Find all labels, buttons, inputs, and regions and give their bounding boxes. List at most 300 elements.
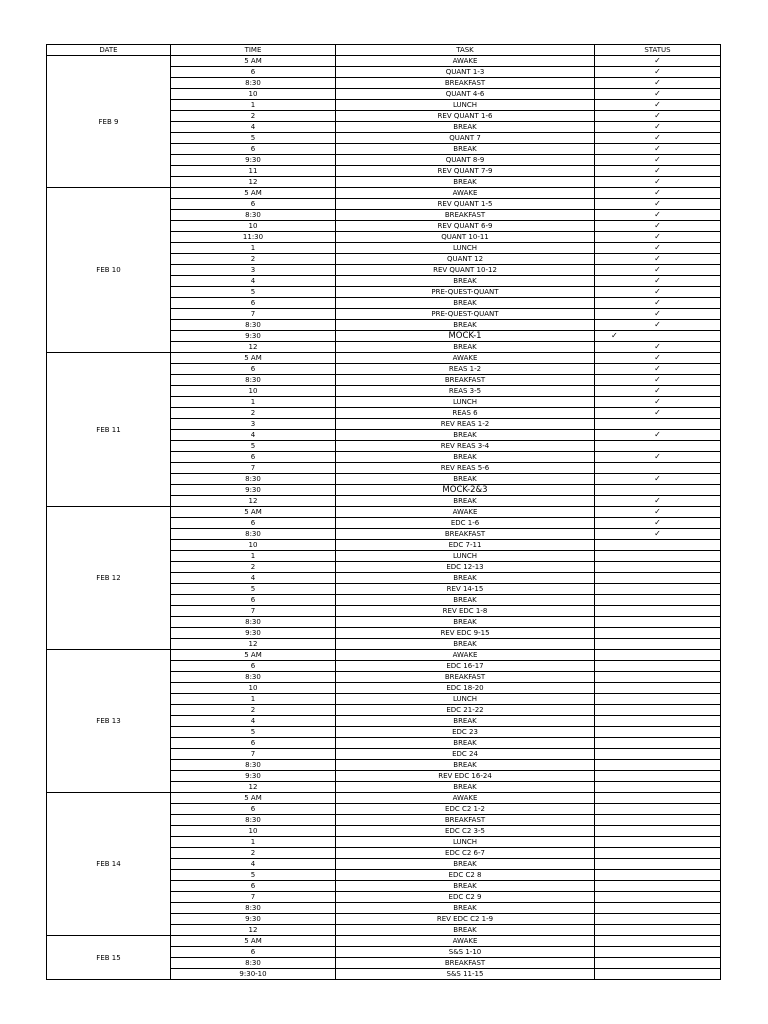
status-cell	[595, 617, 721, 628]
checkmark-icon: ✓	[654, 408, 661, 417]
status-cell	[595, 67, 721, 78]
task-cell: BREAK	[336, 925, 595, 936]
task-cell: REV QUANT 7-9	[336, 166, 595, 177]
task-cell: EDC 21-22	[336, 705, 595, 716]
time-cell: 5 AM	[171, 353, 336, 364]
status-cell	[595, 265, 721, 276]
task-cell: LUNCH	[336, 397, 595, 408]
status-cell	[595, 309, 721, 320]
time-cell: 9:30	[171, 485, 336, 496]
status-cell	[595, 881, 721, 892]
status-cell	[595, 243, 721, 254]
time-cell: 6	[171, 661, 336, 672]
status-cell	[595, 397, 721, 408]
time-cell: 8:30	[171, 529, 336, 540]
task-cell: BREAK	[336, 573, 595, 584]
time-cell: 8:30	[171, 320, 336, 331]
time-cell: 9:30	[171, 331, 336, 342]
time-cell: 3	[171, 419, 336, 430]
status-cell	[595, 749, 721, 760]
status-cell	[595, 804, 721, 815]
time-cell: 10	[171, 386, 336, 397]
task-cell: EDC C2 9	[336, 892, 595, 903]
checkmark-icon: ✓	[654, 199, 661, 208]
time-cell: 8:30	[171, 958, 336, 969]
time-cell: 12	[171, 782, 336, 793]
checkmark-icon: ✓	[654, 496, 661, 505]
status-cell	[595, 474, 721, 485]
task-cell: QUANT 8-9	[336, 155, 595, 166]
time-cell: 6	[171, 199, 336, 210]
task-cell: BREAKFAST	[336, 375, 595, 386]
status-cell	[595, 56, 721, 67]
status-cell	[595, 716, 721, 727]
task-cell: QUANT 4-6	[336, 89, 595, 100]
task-cell: REV EDC 9-15	[336, 628, 595, 639]
time-cell: 5	[171, 870, 336, 881]
checkmark-icon: ✓	[611, 331, 618, 340]
status-cell	[595, 232, 721, 243]
time-cell: 8:30	[171, 815, 336, 826]
status-cell	[595, 903, 721, 914]
time-cell: 7	[171, 749, 336, 760]
status-cell	[595, 573, 721, 584]
time-cell: 5	[171, 133, 336, 144]
task-cell: BREAK	[336, 342, 595, 353]
task-cell: REV QUANT 1-5	[336, 199, 595, 210]
task-cell: BREAK	[336, 122, 595, 133]
task-cell: AWAKE	[336, 936, 595, 947]
date-cell: FEB 15	[47, 936, 171, 980]
time-cell: 5 AM	[171, 793, 336, 804]
status-cell	[595, 375, 721, 386]
task-cell: REV REAS 3-4	[336, 441, 595, 452]
status-cell	[595, 815, 721, 826]
task-cell: BREAK	[336, 716, 595, 727]
checkmark-icon: ✓	[654, 276, 661, 285]
time-cell: 10	[171, 540, 336, 551]
task-cell: AWAKE	[336, 793, 595, 804]
time-cell: 12	[171, 925, 336, 936]
status-cell	[595, 584, 721, 595]
time-cell: 4	[171, 430, 336, 441]
status-column-header: STATUS	[595, 45, 721, 56]
checkmark-icon: ✓	[654, 430, 661, 439]
time-cell: 8:30	[171, 617, 336, 628]
task-cell: REV QUANT 1-6	[336, 111, 595, 122]
checkmark-icon: ✓	[654, 78, 661, 87]
status-cell	[595, 463, 721, 474]
time-cell: 4	[171, 276, 336, 287]
checkmark-icon: ✓	[654, 221, 661, 230]
checkmark-icon: ✓	[654, 122, 661, 131]
status-cell	[595, 452, 721, 463]
time-cell: 5	[171, 287, 336, 298]
checkmark-icon: ✓	[654, 56, 661, 65]
status-cell	[595, 386, 721, 397]
status-cell	[595, 155, 721, 166]
time-cell: 7	[171, 463, 336, 474]
status-cell	[595, 342, 721, 353]
status-cell	[595, 936, 721, 947]
date-cell: FEB 13	[47, 650, 171, 793]
status-cell	[595, 782, 721, 793]
table-row	[47, 936, 721, 947]
task-cell: AWAKE	[336, 56, 595, 67]
status-cell	[595, 419, 721, 430]
task-cell: BREAKFAST	[336, 815, 595, 826]
status-cell	[595, 122, 721, 133]
task-cell: QUANT 12	[336, 254, 595, 265]
status-cell	[595, 529, 721, 540]
checkmark-icon: ✓	[654, 67, 661, 76]
task-cell: BREAK	[336, 474, 595, 485]
task-cell: EDC 16-17	[336, 661, 595, 672]
status-cell	[595, 694, 721, 705]
task-cell: BREAKFAST	[336, 78, 595, 89]
time-cell: 2	[171, 254, 336, 265]
checkmark-icon: ✓	[654, 529, 661, 538]
time-cell: 2	[171, 408, 336, 419]
time-cell: 3	[171, 265, 336, 276]
task-cell: LUNCH	[336, 551, 595, 562]
time-cell: 12	[171, 342, 336, 353]
time-cell: 9:30-10	[171, 969, 336, 980]
status-cell	[595, 958, 721, 969]
status-cell	[595, 793, 721, 804]
task-column-header: TASK	[336, 45, 595, 56]
time-cell: 6	[171, 67, 336, 78]
task-cell: QUANT 1-3	[336, 67, 595, 78]
status-cell	[595, 969, 721, 980]
date-cell: FEB 11	[47, 353, 171, 507]
task-cell: REV EDC 1-8	[336, 606, 595, 617]
task-cell: AWAKE	[336, 507, 595, 518]
checkmark-icon: ✓	[654, 474, 661, 483]
task-cell: BREAKFAST	[336, 672, 595, 683]
status-cell	[595, 914, 721, 925]
task-cell: REV 14-15	[336, 584, 595, 595]
time-cell: 5	[171, 584, 336, 595]
table-row	[47, 188, 721, 199]
status-cell	[595, 551, 721, 562]
status-cell	[595, 78, 721, 89]
time-cell: 6	[171, 298, 336, 309]
checkmark-icon: ✓	[654, 188, 661, 197]
time-cell: 5 AM	[171, 188, 336, 199]
time-cell: 8:30	[171, 210, 336, 221]
task-cell: BREAK	[336, 617, 595, 628]
time-cell: 6	[171, 738, 336, 749]
task-cell: REAS 1-2	[336, 364, 595, 375]
time-cell: 5 AM	[171, 650, 336, 661]
task-cell: BREAK	[336, 859, 595, 870]
status-cell	[595, 947, 721, 958]
time-cell: 10	[171, 683, 336, 694]
status-cell	[595, 144, 721, 155]
checkmark-icon: ✓	[654, 166, 661, 175]
task-cell: QUANT 10-11	[336, 232, 595, 243]
checkmark-icon: ✓	[654, 320, 661, 329]
task-cell: EDC 23	[336, 727, 595, 738]
status-cell	[595, 639, 721, 650]
status-cell	[595, 111, 721, 122]
task-cell: AWAKE	[336, 353, 595, 364]
task-cell: EDC 24	[336, 749, 595, 760]
time-cell: 12	[171, 177, 336, 188]
time-cell: 4	[171, 716, 336, 727]
time-cell: 8:30	[171, 760, 336, 771]
time-cell: 6	[171, 595, 336, 606]
checkmark-icon: ✓	[654, 287, 661, 296]
checkmark-icon: ✓	[654, 243, 661, 252]
status-cell	[595, 199, 721, 210]
task-cell: QUANT 7	[336, 133, 595, 144]
task-cell: LUNCH	[336, 694, 595, 705]
checkmark-icon: ✓	[654, 298, 661, 307]
status-cell	[595, 485, 721, 496]
task-cell: REV QUANT 6-9	[336, 221, 595, 232]
status-cell	[595, 650, 721, 661]
task-cell: REV EDC C2 1-9	[336, 914, 595, 925]
time-cell: 9:30	[171, 771, 336, 782]
time-cell: 7	[171, 606, 336, 617]
checkmark-icon: ✓	[654, 111, 661, 120]
time-cell: 1	[171, 397, 336, 408]
checkmark-icon: ✓	[654, 210, 661, 219]
schedule-table	[46, 44, 721, 980]
checkmark-icon: ✓	[654, 177, 661, 186]
time-cell: 5 AM	[171, 56, 336, 67]
status-cell	[595, 276, 721, 287]
time-cell: 6	[171, 518, 336, 529]
status-cell	[595, 133, 721, 144]
task-cell: PRE-QUEST-QUANT	[336, 309, 595, 320]
status-cell	[595, 848, 721, 859]
checkmark-icon: ✓	[654, 397, 661, 406]
time-cell: 2	[171, 705, 336, 716]
time-cell: 8:30	[171, 375, 336, 386]
task-cell: REV QUANT 10-12	[336, 265, 595, 276]
status-cell	[595, 408, 721, 419]
checkmark-icon: ✓	[654, 507, 661, 516]
task-cell: LUNCH	[336, 837, 595, 848]
time-cell: 1	[171, 100, 336, 111]
status-cell	[595, 859, 721, 870]
date-cell: FEB 14	[47, 793, 171, 936]
task-cell: BREAK	[336, 496, 595, 507]
task-cell: S&S 1-10	[336, 947, 595, 958]
status-cell	[595, 254, 721, 265]
task-cell: BREAKFAST	[336, 958, 595, 969]
status-cell	[595, 628, 721, 639]
checkmark-icon: ✓	[654, 254, 661, 263]
checkmark-icon: ✓	[654, 518, 661, 527]
checkmark-icon: ✓	[654, 265, 661, 274]
time-cell: 10	[171, 826, 336, 837]
time-cell: 1	[171, 243, 336, 254]
task-cell: EDC C2 6-7	[336, 848, 595, 859]
task-cell: BREAK	[336, 903, 595, 914]
task-cell: EDC 7-11	[336, 540, 595, 551]
table-row	[47, 56, 721, 67]
time-cell: 6	[171, 452, 336, 463]
task-cell: AWAKE	[336, 188, 595, 199]
date-cell: FEB 10	[47, 188, 171, 353]
status-cell	[595, 298, 721, 309]
task-cell: BREAK	[336, 452, 595, 463]
checkmark-icon: ✓	[654, 364, 661, 373]
task-cell: BREAK	[336, 320, 595, 331]
checkmark-icon: ✓	[654, 89, 661, 98]
date-cell: FEB 12	[47, 507, 171, 650]
checkmark-icon: ✓	[654, 155, 661, 164]
time-cell: 4	[171, 573, 336, 584]
date-column-header: DATE	[47, 45, 171, 56]
time-cell: 1	[171, 694, 336, 705]
time-cell: 1	[171, 551, 336, 562]
status-cell	[595, 606, 721, 617]
task-cell: EDC C2 3-5	[336, 826, 595, 837]
time-cell: 9:30	[171, 628, 336, 639]
time-cell: 7	[171, 892, 336, 903]
time-cell: 6	[171, 947, 336, 958]
status-cell	[595, 287, 721, 298]
task-cell: REV REAS 1-2	[336, 419, 595, 430]
status-cell	[595, 540, 721, 551]
time-cell: 8:30	[171, 474, 336, 485]
status-cell	[595, 683, 721, 694]
time-cell: 12	[171, 639, 336, 650]
checkmark-icon: ✓	[654, 144, 661, 153]
task-cell: BREAKFAST	[336, 210, 595, 221]
task-cell: EDC 18-20	[336, 683, 595, 694]
status-cell	[595, 210, 721, 221]
status-cell	[595, 100, 721, 111]
status-cell	[595, 595, 721, 606]
task-cell: BREAK	[336, 782, 595, 793]
status-cell	[595, 870, 721, 881]
checkmark-icon: ✓	[654, 309, 661, 318]
task-cell: EDC C2 1-2	[336, 804, 595, 815]
task-cell: REAS 3-5	[336, 386, 595, 397]
task-cell: REAS 6	[336, 408, 595, 419]
time-cell: 6	[171, 364, 336, 375]
time-cell: 5 AM	[171, 507, 336, 518]
time-cell: 10	[171, 89, 336, 100]
status-cell	[595, 771, 721, 782]
time-cell: 6	[171, 144, 336, 155]
status-cell	[595, 727, 721, 738]
status-cell	[595, 507, 721, 518]
checkmark-icon: ✓	[654, 133, 661, 142]
task-cell: PRE-QUEST-QUANT	[336, 287, 595, 298]
table-row	[47, 353, 721, 364]
status-cell	[595, 441, 721, 452]
status-cell	[595, 760, 721, 771]
table-row	[47, 793, 721, 804]
task-cell: BREAK	[336, 881, 595, 892]
time-cell: 5	[171, 727, 336, 738]
time-cell: 1	[171, 837, 336, 848]
task-cell: BREAK	[336, 639, 595, 650]
table-row	[47, 507, 721, 518]
status-cell	[595, 364, 721, 375]
task-cell: BREAKFAST	[336, 529, 595, 540]
task-cell: BREAK	[336, 298, 595, 309]
checkmark-icon: ✓	[654, 353, 661, 362]
task-cell: BREAK	[336, 276, 595, 287]
task-cell: REV EDC 16-24	[336, 771, 595, 782]
status-cell	[595, 166, 721, 177]
status-cell	[595, 837, 721, 848]
task-cell: LUNCH	[336, 243, 595, 254]
task-cell: BREAK	[336, 430, 595, 441]
time-cell: 11:30	[171, 232, 336, 243]
task-cell: BREAK	[336, 177, 595, 188]
task-cell: S&S 11-15	[336, 969, 595, 980]
time-column-header: TIME	[171, 45, 336, 56]
checkmark-icon: ✓	[654, 386, 661, 395]
status-cell	[595, 89, 721, 100]
time-cell: 8:30	[171, 903, 336, 914]
status-cell	[595, 430, 721, 441]
status-cell	[595, 353, 721, 364]
time-cell: 10	[171, 221, 336, 232]
status-cell	[595, 672, 721, 683]
task-cell: REV REAS 5-6	[336, 463, 595, 474]
status-cell	[595, 925, 721, 936]
time-cell: 6	[171, 804, 336, 815]
header-row	[47, 45, 721, 56]
status-cell	[595, 562, 721, 573]
status-cell	[595, 738, 721, 749]
time-cell: 2	[171, 111, 336, 122]
status-cell	[595, 331, 721, 342]
time-cell: 8:30	[171, 672, 336, 683]
task-cell: LUNCH	[336, 100, 595, 111]
time-cell: 6	[171, 881, 336, 892]
task-cell: EDC 12-13	[336, 562, 595, 573]
time-cell: 8:30	[171, 78, 336, 89]
task-cell: EDC C2 8	[336, 870, 595, 881]
status-cell	[595, 518, 721, 529]
status-cell	[595, 705, 721, 716]
status-cell	[595, 221, 721, 232]
status-cell	[595, 826, 721, 837]
status-cell	[595, 892, 721, 903]
time-cell: 4	[171, 859, 336, 870]
schedule-body	[47, 56, 721, 980]
checkmark-icon: ✓	[654, 342, 661, 351]
task-cell: BREAK	[336, 738, 595, 749]
time-cell: 11	[171, 166, 336, 177]
time-cell: 2	[171, 848, 336, 859]
time-cell: 9:30	[171, 155, 336, 166]
status-cell	[595, 320, 721, 331]
task-cell: EDC 1-6	[336, 518, 595, 529]
date-cell: FEB 9	[47, 56, 171, 188]
time-cell: 5	[171, 441, 336, 452]
time-cell: 5 AM	[171, 936, 336, 947]
task-cell: BREAK	[336, 760, 595, 771]
status-cell	[595, 188, 721, 199]
time-cell: 4	[171, 122, 336, 133]
task-cell: BREAK	[336, 144, 595, 155]
time-cell: 12	[171, 496, 336, 507]
time-cell: 2	[171, 562, 336, 573]
checkmark-icon: ✓	[654, 375, 661, 384]
